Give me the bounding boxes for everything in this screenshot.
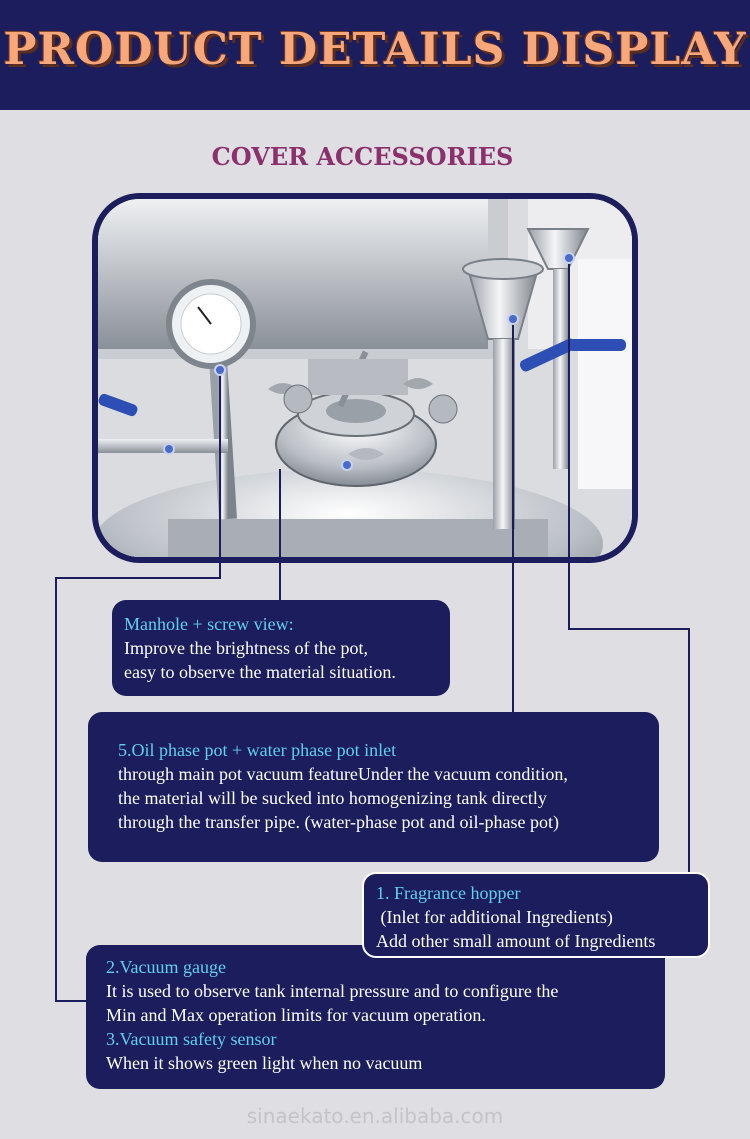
callout-sensor-line: When it shows green light when no vacuum [106, 1053, 423, 1073]
connector-line-hopper-v1 [568, 258, 570, 630]
marker-dot-sensor [214, 364, 226, 376]
connector-line-hopper-h [568, 628, 690, 630]
connector-line-gauge-h [55, 577, 221, 579]
connector-line-inlet-v [512, 320, 514, 713]
callout-manhole [112, 600, 450, 696]
watermark: sinaekato.en.alibaba.com [246, 1104, 504, 1128]
callout-hopper [362, 872, 710, 958]
connector-line-gauge-h2 [55, 1000, 87, 1002]
callout-manhole-heading: Manhole + screw view: [124, 614, 294, 634]
callout-manhole-line: easy to observe the material situation. [124, 662, 396, 682]
marker-dot-gauge [163, 443, 175, 455]
connector-line-gauge-v2 [55, 577, 57, 1002]
section-title: COVER ACCESSORIES [211, 142, 514, 171]
callout-gauge-line: Min and Max operation limits for vacuum operation. [106, 1005, 486, 1025]
product-photo [92, 193, 638, 563]
callout-gauge-heading: 2.Vacuum gauge [106, 957, 226, 977]
callout-inlet-heading: 5.Oil phase pot + water phase pot inlet [118, 740, 397, 760]
callout-sensor-heading: 3.Vacuum safety sensor [106, 1029, 277, 1049]
callout-hopper-line: Add other small amount of Ingredients [376, 931, 656, 951]
callout-gauge [86, 945, 665, 1089]
header-banner [0, 0, 750, 110]
callout-inlet-line: the material will be sucked into homogenizing tank directly [118, 788, 547, 808]
marker-dot-inlet [507, 313, 519, 325]
marker-dot-hopper [563, 252, 575, 264]
connector-line-manhole-v [279, 469, 281, 602]
callout-hopper-line: (Inlet for additional Ingredients) [376, 907, 613, 927]
callout-inlet-line: through main pot vacuum featureUnder the vacuum condition, [118, 764, 568, 784]
page-title: PRODUCT DETAILS DISPLAY [3, 24, 747, 75]
connector-line-hopper-v2 [688, 628, 690, 874]
marker-dot-manhole [341, 459, 353, 471]
tank-cover-illustration [98, 199, 632, 557]
connector-line-gauge-v1 [219, 370, 221, 578]
callout-inlet-line: through the transfer pipe. (water-phase pot and oil-phase pot) [118, 812, 559, 832]
callout-gauge-line: It is used to observe tank internal pressure and to configure the [106, 981, 559, 1001]
callout-manhole-line: Improve the brightness of the pot, [124, 638, 368, 658]
callout-inlet [88, 712, 659, 862]
callout-hopper-heading: 1. Fragrance hopper [376, 883, 521, 903]
